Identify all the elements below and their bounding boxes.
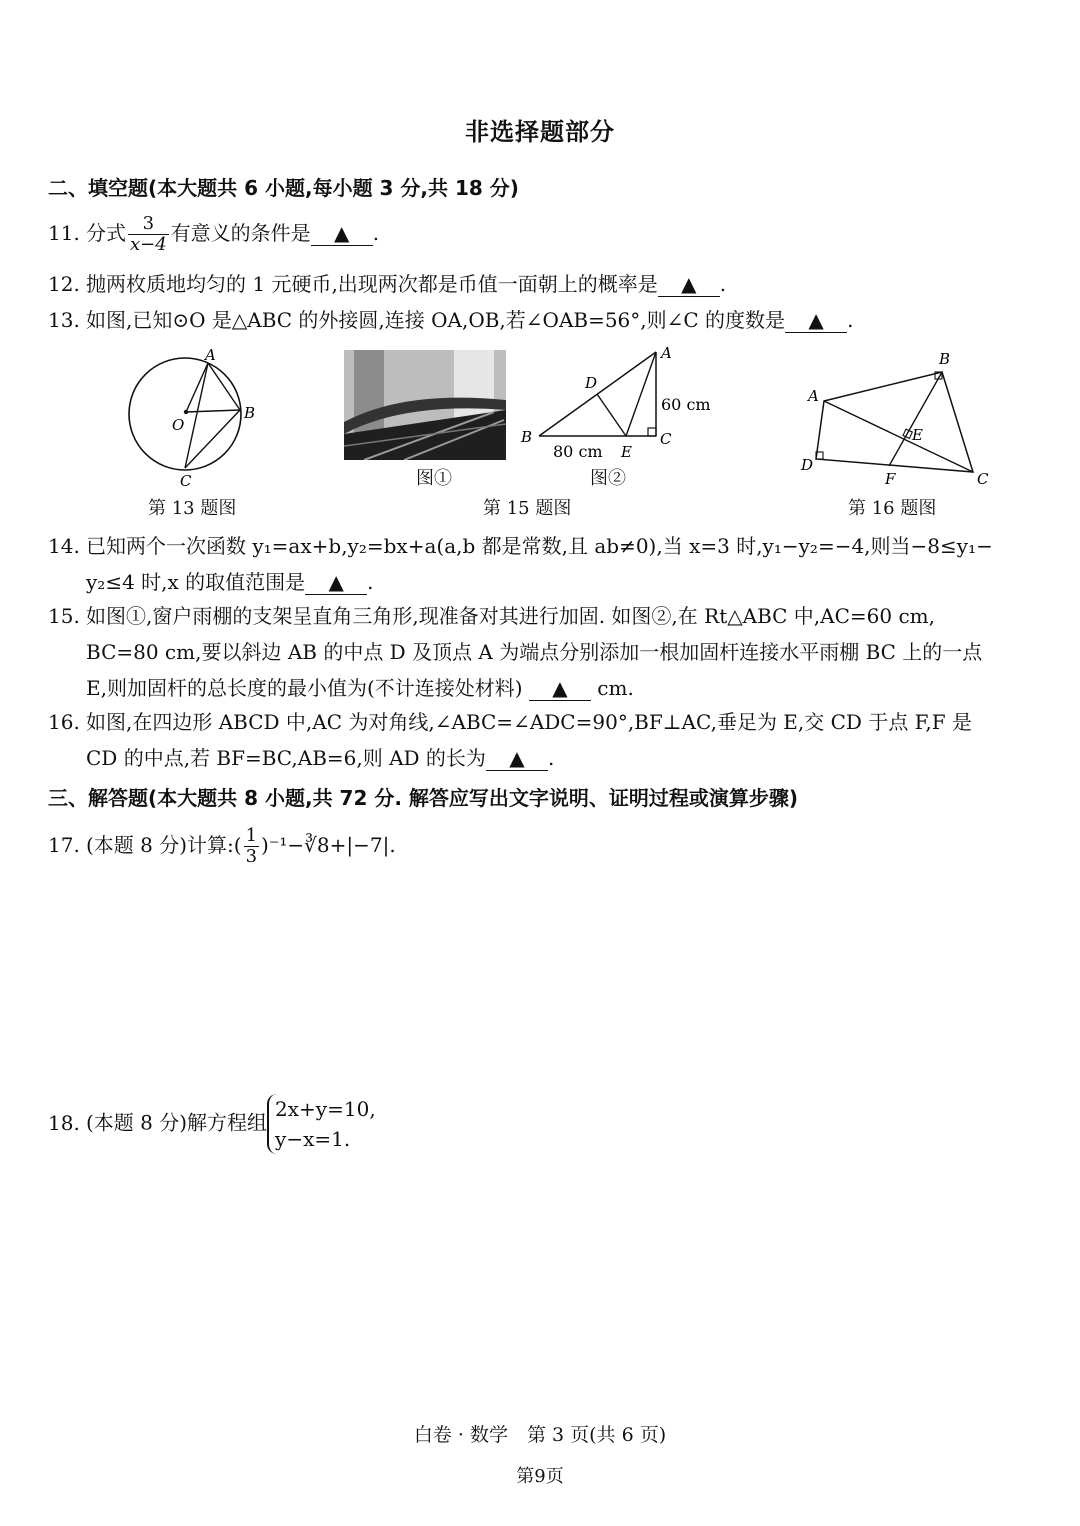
answer-blank: ▲ bbox=[311, 221, 373, 246]
section-solve-heading: 三、解答题(本大题共 8 小题,共 72 分. 解答应写出文字说明、证明过程或演算步骤) bbox=[48, 786, 799, 810]
svg-text:A: A bbox=[205, 346, 216, 364]
question-12: 12. 抛两枚质地均匀的 1 元硬币,出现两次都是币值一面朝上的概率是 ▲ . bbox=[48, 272, 727, 296]
svg-text:E: E bbox=[912, 426, 923, 444]
page-footer: 白卷 · 数学 第 3 页(共 6 页) bbox=[413, 1424, 667, 1446]
fraction: $\frac{3}{x-4}$ bbox=[130, 213, 167, 255]
awning-photo bbox=[344, 350, 506, 460]
equation-system: 2x+y=10, y−x=1. bbox=[267, 1094, 376, 1154]
label-80cm: 80 cm bbox=[553, 442, 603, 461]
question-14: 14. 已知两个一次函数 y₁=ax+b,y₂=bx+a(a,b 都是常数,且 ab≠0),当 x=3 时,y₁−y₂=−4,则当−8≤y₁− bbox=[48, 534, 993, 558]
svg-text:D: D bbox=[801, 456, 814, 474]
answer-blank: ▲ bbox=[785, 308, 847, 333]
question-11: 11. 分式 $\frac{3}{x-4}$ 有意义的条件是 ▲ . bbox=[48, 213, 380, 255]
figure-caption: 第 15 题图 bbox=[483, 498, 572, 519]
svg-text:O: O bbox=[172, 416, 185, 434]
fraction: $\frac{1}{3}$ bbox=[245, 825, 258, 867]
svg-text:B: B bbox=[244, 404, 256, 422]
question-16-continued: CD 的中点,若 BF=BC,AB=6,则 AD 的长为 ▲ . bbox=[86, 746, 555, 770]
svg-text:E: E bbox=[621, 443, 632, 461]
svg-text:C: C bbox=[180, 472, 192, 490]
answer-blank: ▲ bbox=[486, 746, 548, 771]
svg-text:A: A bbox=[808, 387, 819, 405]
question-18: 18. (本题 8 分)解方程组 2x+y=10, y−x=1. bbox=[48, 1094, 376, 1154]
figure-caption: 第 16 题图 bbox=[848, 498, 937, 519]
question-13: 13. 如图,已知⊙O 是△ABC 的外接圆,连接 OA,OB,若∠OAB=56°,则∠C 的度数是 ▲ . bbox=[48, 308, 854, 332]
question-16: 16. 如图,在四边形 ABCD 中,AC 为对角线,∠ABC=∠ADC=90°,BF⊥AC,垂足为 E,交 CD 于点 F,F 是 bbox=[48, 710, 973, 734]
question-15-line2: BC=80 cm,要以斜边 AB 的中点 D 及顶点 A 为端点分别添加一根加固杆连接水平雨棚 BC 上的一点 bbox=[86, 640, 983, 664]
question-15: 15. 如图①,窗户雨棚的支架呈直角三角形,现准备对其进行加固. 如图②,在 Rt△ABC 中,AC=60 cm, bbox=[48, 604, 935, 628]
answer-blank: ▲ bbox=[305, 570, 367, 595]
label-60cm: 60 cm bbox=[661, 395, 711, 414]
question-15-line3: E,则加固杆的总长度的最小值为(不计连接处材料) ▲ cm. bbox=[86, 676, 634, 700]
answer-blank: ▲ bbox=[529, 676, 591, 701]
page-number: 第9页 bbox=[516, 1466, 564, 1487]
question-14-continued: y₂≤4 时,x 的取值范围是 ▲ . bbox=[86, 570, 374, 594]
page-title: 非选择题部分 bbox=[465, 118, 615, 146]
question-number: 11. bbox=[48, 221, 80, 245]
figure-caption: 图① bbox=[416, 468, 452, 489]
figure-15-triangle-diagram bbox=[515, 340, 730, 475]
question-17: 17. (本题 8 分)计算:( $\frac{1}{3}$ )⁻¹−∛8+|−7|. bbox=[48, 825, 396, 867]
svg-text:F: F bbox=[885, 470, 896, 488]
svg-text:C: C bbox=[977, 470, 989, 488]
svg-text:A: A bbox=[661, 344, 672, 362]
answer-blank: ▲ bbox=[658, 272, 720, 297]
svg-text:D: D bbox=[585, 374, 598, 392]
svg-text:C: C bbox=[660, 430, 672, 448]
figure-16-quadrilateral-diagram bbox=[795, 344, 1000, 489]
figure-caption: 第 13 题图 bbox=[148, 498, 237, 519]
figure-13-circle-diagram bbox=[120, 344, 270, 494]
svg-text:B: B bbox=[521, 428, 533, 446]
section-fill-in-heading: 二、填空题(本大题共 6 小题,每小题 3 分,共 18 分) bbox=[48, 176, 519, 200]
svg-text:B: B bbox=[939, 350, 951, 368]
figure-caption: 图② bbox=[590, 468, 626, 489]
